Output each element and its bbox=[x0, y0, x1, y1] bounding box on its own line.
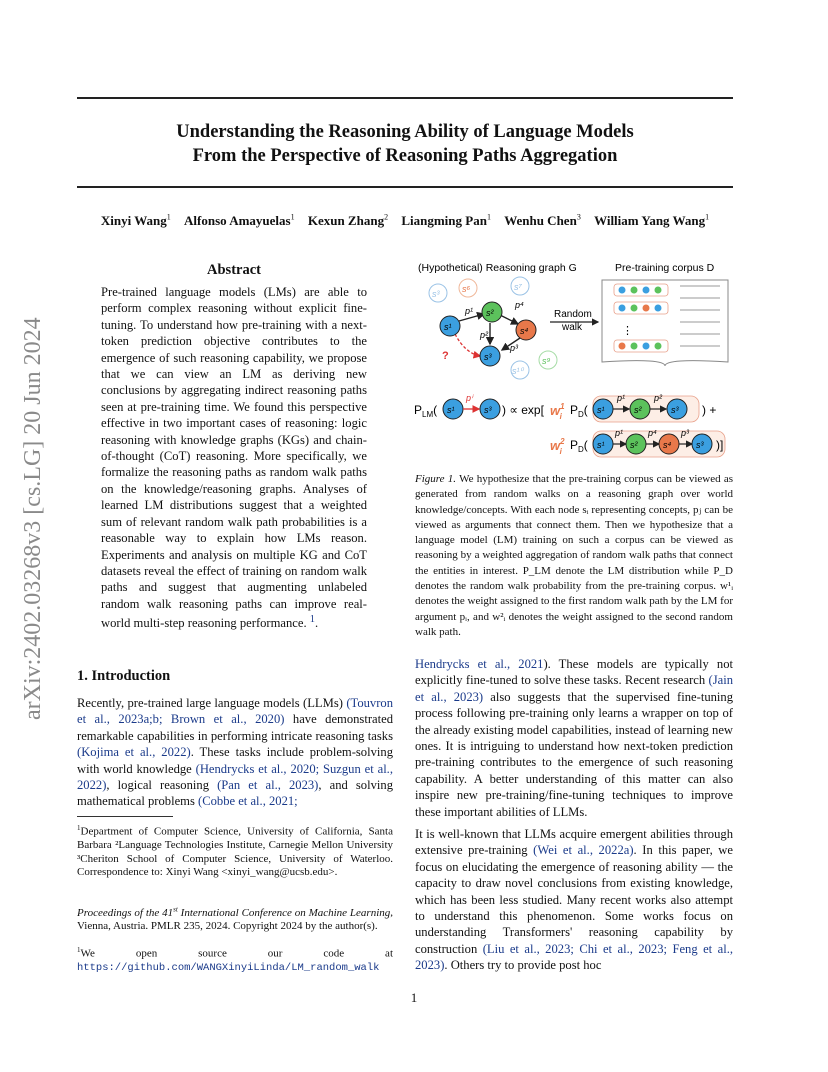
random-walk-arrow bbox=[550, 309, 598, 333]
author-list bbox=[77, 213, 733, 229]
author: Kexun Zhang$^2$ bbox=[307, 213, 389, 229]
svg-text:s³: s³ bbox=[671, 405, 679, 415]
svg-text:s¹: s¹ bbox=[447, 405, 455, 415]
svg-text:s²: s² bbox=[486, 308, 494, 318]
author: Liangming Pan$^1$ bbox=[401, 213, 491, 229]
svg-text:)]: )] bbox=[716, 438, 724, 452]
svg-text:Random: Random bbox=[554, 309, 592, 320]
proceedings-footnote: Proceedings of the 41st International Conference on Machine Learning, Vienna, Austria. PMLR 235, 2024. Copyright 2024 by the author(s). bbox=[77, 905, 393, 933]
author: Alfonso Amayuelas$^1$ bbox=[184, 213, 295, 229]
svg-text:s¹: s¹ bbox=[597, 440, 605, 450]
title-line-1: Understanding the Reasoning Ability of Language Models bbox=[176, 122, 634, 142]
title-bottom-rule bbox=[77, 186, 733, 188]
svg-text:s⁹: s⁹ bbox=[542, 356, 551, 366]
svg-text:) ∝ exp[: ) ∝ exp[ bbox=[502, 403, 544, 417]
svg-text:s³: s³ bbox=[432, 289, 440, 299]
svg-text:walk: walk bbox=[562, 322, 583, 333]
corpus-book bbox=[602, 280, 728, 366]
intro-text: Recently, pre-trained large language models (LLMs) (Touvron et al., 2023a;b; Brown et al., 2020) have demonstrated remarkable capabilities in performing intricate reasoning tasks (Kojima et al., 2022). These tasks include problem-solving with world knowledge (Hendrycks et al., 2020; Suzgun et al., 2022), logical reasoning (Pan et al., 2023), and solving mathematical problems (Cobbe et al., 2021; bbox=[77, 696, 393, 809]
author: Xinyi Wang$^1$ bbox=[100, 213, 171, 229]
affiliation-footnote: $^1$Department of Computer Science, University of California, Santa Barbara ²Language Technologies Institute, Carnegie Mellon University ³Cheriton School of Computer Science, University of Waterloo. Correspondence to: Xinyi Wang <xinyi_wang@ucsb.edu>. bbox=[77, 824, 393, 879]
footnote-link[interactable]: 1 bbox=[309, 614, 316, 626]
top-rule bbox=[77, 97, 733, 99]
figure-1 bbox=[410, 258, 735, 468]
svg-text:p³: p³ bbox=[681, 428, 690, 438]
svg-text:pⁱ: pⁱ bbox=[466, 393, 473, 403]
svg-text:s²: s² bbox=[634, 405, 642, 415]
svg-text:s⁴: s⁴ bbox=[663, 440, 672, 450]
svg-text:s¹: s¹ bbox=[444, 322, 452, 332]
svg-text:p⁴: p⁴ bbox=[648, 428, 657, 438]
arxiv-stamp: arXiv:2402.03268v3 [cs.LG] 20 Jun 2024 bbox=[20, 317, 46, 720]
svg-text:s⁴: s⁴ bbox=[520, 326, 529, 336]
citation-link[interactable]: (Kojima et al., 2022) bbox=[77, 745, 191, 760]
svg-text:s³: s³ bbox=[696, 440, 704, 450]
code-url-link[interactable]: https://github.com/WANGXinyiLinda/LM_random_walk bbox=[77, 962, 380, 975]
svg-text:s¹⁰: s¹⁰ bbox=[512, 366, 524, 376]
svg-text:w1i: $w^1$ i bbox=[550, 402, 565, 421]
svg-text:) +: ) + bbox=[702, 403, 717, 417]
svg-text:s¹: s¹ bbox=[597, 405, 605, 415]
svg-text:p²: p² bbox=[654, 393, 663, 403]
svg-text:p³: p³ bbox=[510, 343, 519, 353]
svg-text:s⁶: s⁶ bbox=[462, 284, 471, 294]
paper-title bbox=[77, 120, 733, 168]
citation-link[interactable]: (Cobbe et al., 2021; bbox=[198, 794, 298, 809]
author: William Yang Wang$^1$ bbox=[594, 213, 710, 229]
citation-link[interactable]: (Pan et al., 2023) bbox=[217, 778, 319, 793]
title-line-2: From the Perspective of Reasoning Paths Aggregation bbox=[192, 146, 618, 166]
svg-text:?: ? bbox=[442, 350, 449, 362]
svg-text:p⁴: p⁴ bbox=[515, 300, 524, 310]
code-footnote: $^1$We open source our code at https://github.com/WANGXinyiLinda/LM_random_walk bbox=[77, 946, 393, 975]
svg-text:⋮: ⋮ bbox=[622, 325, 633, 337]
svg-text:w2i: $w^2$ i bbox=[550, 437, 565, 456]
svg-text:s⁷: s⁷ bbox=[514, 282, 522, 292]
svg-text:PD(: $P_D$( bbox=[570, 403, 588, 419]
abstract-text: Pre-trained language models (LMs) are able to perform complex reasoning without explicit fine-tuning. To understand how pre-training with a next-token prediction objective contributes to the emergence of such reasoning capability, we propose that we can view an LM as deriving new conclusions by aggregating indirect reasoning paths seen at pre-training time. We found this perspective effective in two important cases of reasoning: logic reasoning with knowledge graphs (KGs) and chain-of-thought (CoT) reasoning. More specifically, we formalize the reasoning paths as random walk paths on the knowledge/reasoning graphs. Analyses of learned LM distributions suggest that a weighted sum of relevant random walk path probabilities is a reasonable way to explain how LMs reason. Experiments and analysis on multiple KG and CoT datasets reveal the effect of training on random walk paths and suggest that augmenting unlabeled random walk reasoning paths can improve real-world multi-step reasoning performance. $^1$. bbox=[101, 285, 367, 631]
citation-link[interactable]: (Wei et al., 2022a) bbox=[533, 843, 634, 858]
svg-text:p²: p² bbox=[480, 330, 489, 340]
svg-text:PLM(: $P_{LM}$( bbox=[414, 403, 438, 419]
footnote-rule bbox=[77, 816, 173, 817]
corpus-title: Pre-training corpus D bbox=[615, 262, 715, 274]
svg-text:p¹: p¹ bbox=[617, 393, 626, 403]
svg-text:p¹: p¹ bbox=[465, 306, 474, 316]
svg-text:p¹: p¹ bbox=[615, 428, 624, 438]
intro-paragraph-2: It is well-known that LLMs acquire emergent abilities through extensive pre-training (Wei et al., 2022a). In this paper, we focus on elucidating the emergence of reasoning ability — the capacity to draw novel conclusions from existing knowledge, which has been less studied. Many recent works also attempt to understand this phenomenon. Some works focus on understanding Transformers' reasoning capability by construction (Liu et al., 2023; Chi et al., 2023; Feng et al., 2023). Others try to provide post hoc bbox=[415, 827, 733, 973]
figure-caption: Figure 1. We hypothesize that the pre-training corpus can be viewed as generated from random walks on a reasoning graph over world knowledge/concepts. With each node sᵢ representing concepts, pⱼ can be viewed as arguments that connect them. Then we hypothesize that a language model (LM) training on such a corpus can be viewed as reasoning by a weighted aggregation of random walk paths that connect the entities in interest. P_LM denote the LM distribution while P_D denotes the random walk probability from the pre-training corpus. w¹ᵢ denotes the weight assigned to the first random walk path by the LM for argument pᵢ, and w²ᵢ denotes the weight assigned to the second random walk path. bbox=[415, 473, 734, 638]
intro-heading: 1. Introduction bbox=[77, 668, 171, 684]
svg-text:PD(: $P_D$( bbox=[570, 438, 588, 454]
citation-link[interactable]: Hendrycks et al., 2021 bbox=[415, 657, 544, 671]
citation-link[interactable]: (Jain et al., 2023) bbox=[415, 673, 733, 704]
abstract-heading: Abstract bbox=[207, 262, 261, 278]
author: Wenhu Chen$^3$ bbox=[504, 213, 581, 229]
svg-text:s³: s³ bbox=[484, 352, 492, 362]
svg-text:s³: s³ bbox=[484, 405, 492, 415]
citation-link[interactable]: (Touvron et al., 2023a;b; Brown et al., 2020) bbox=[77, 696, 393, 727]
citation-link[interactable]: (Liu et al., 2023; Chi et al., 2023; Feng et al., 2023) bbox=[415, 941, 733, 973]
formula bbox=[414, 393, 725, 457]
svg-text:s²: s² bbox=[630, 440, 638, 450]
graph-title: (Hypothetical) Reasoning graph G bbox=[418, 262, 577, 274]
page-number: 1 bbox=[410, 990, 418, 1005]
reasoning-graph bbox=[429, 277, 557, 379]
citation-link[interactable]: (Hendrycks et al., 2020; Suzgun et al., 2022) bbox=[77, 761, 393, 793]
intro-text-continued: Hendrycks et al., 2021). These models are typically not explicitly fine-tuned to solve these tasks. Recent research (Jain et al., 2023) also suggests that the supervised fine-tuning process following pre-training only learns a wrapper on top of the already existing model capabilities, instead of learning new ones. It is intriguing to understand how next-token prediction pre-training contributes to the emergence of such reasoning capability. A better understanding of this matter can also inspire new pre-training/fine-tuning techniques to improve these important abilities of LLMs. bbox=[415, 657, 734, 819]
